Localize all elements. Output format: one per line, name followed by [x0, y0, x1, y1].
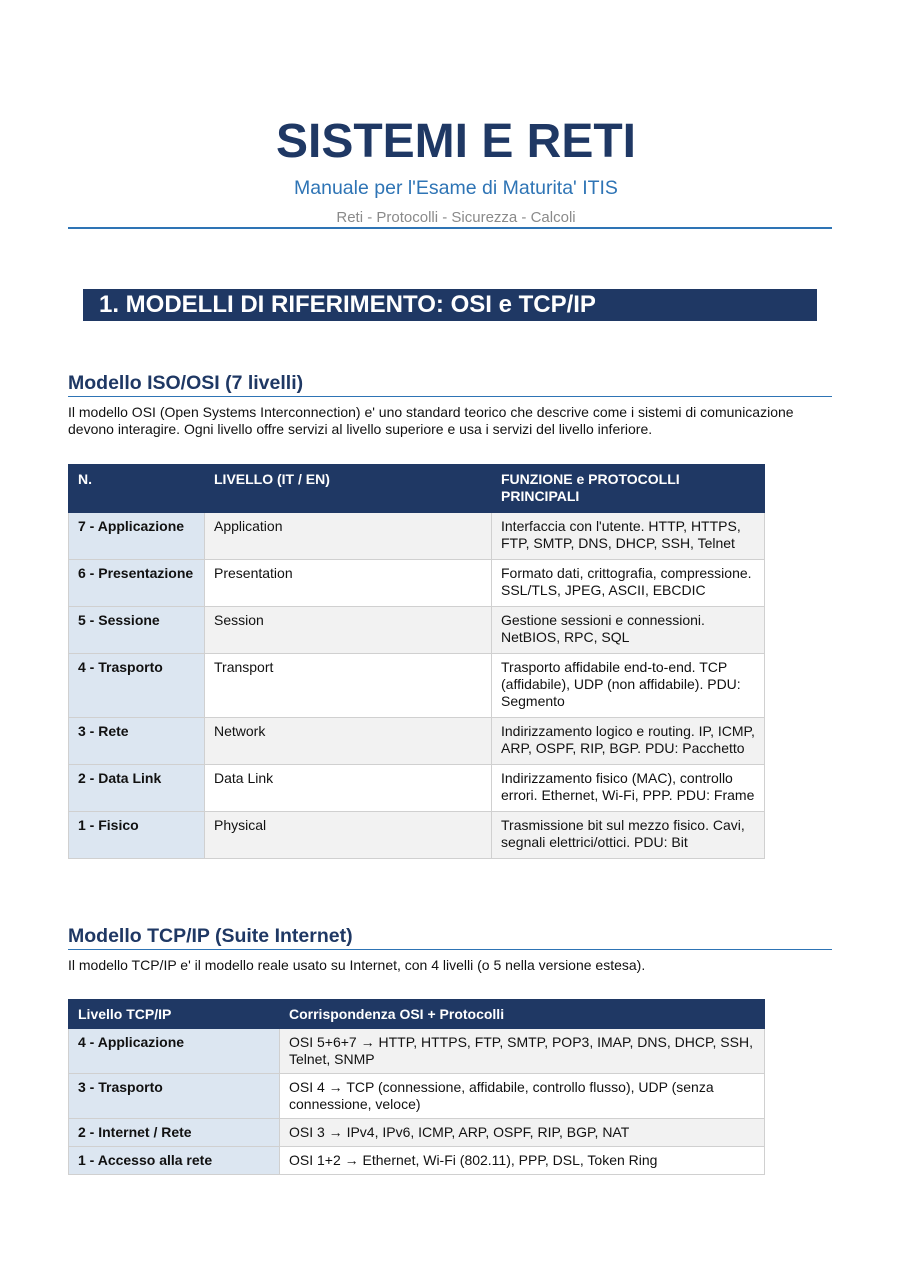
layer-number: 6 - Presentazione — [69, 560, 205, 607]
table-row — [69, 654, 765, 718]
layer-number: 2 - Internet / Rete — [69, 1119, 280, 1147]
table-row — [69, 1029, 765, 1074]
table-row — [69, 560, 765, 607]
layer-protocols: OSI 5+6+7 → HTTP, HTTPS, FTP, SMTP, POP3, IMAP, DNS, DHCP, SSH, Telnet, SNMP — [280, 1029, 765, 1074]
table-row — [69, 513, 765, 560]
tcpip-intro: Il modello TCP/IP e' il modello reale usato su Internet, con 4 livelli (o 5 nella versione estesa). — [68, 957, 646, 973]
layer-function: Indirizzamento fisico (MAC), controllo errori. Ethernet, Wi-Fi, PPP. PDU: Frame — [492, 765, 765, 812]
layer-name: Physical — [205, 812, 492, 859]
layer-function: Indirizzamento logico e routing. IP, ICMP, ARP, OSPF, RIP, BGP. PDU: Pacchetto — [492, 718, 765, 765]
layer-number: 4 - Trasporto — [69, 654, 205, 718]
table-row — [69, 1147, 765, 1175]
document-subtitle: Manuale per l'Esame di Maturita' ITIS — [294, 177, 618, 199]
layer-number: 4 - Applicazione — [69, 1029, 280, 1074]
tcpip-heading: Modello TCP/IP (Suite Internet) — [68, 924, 832, 950]
layer-name: Presentation — [205, 560, 492, 607]
table-row — [69, 812, 765, 859]
layer-name: Application — [205, 513, 492, 560]
layer-protocols: OSI 3 → IPv4, IPv6, ICMP, ARP, OSPF, RIP, BGP, NAT — [280, 1119, 765, 1147]
osi-heading: Modello ISO/OSI (7 livelli) — [68, 371, 832, 397]
layer-name: Session — [205, 607, 492, 654]
document-tagline: Reti - Protocolli - Sicurezza - Calcoli — [336, 209, 576, 226]
layer-function: Gestione sessioni e connessioni. NetBIOS, RPC, SQL — [492, 607, 765, 654]
document-title: SISTEMI E RETI — [275, 115, 637, 168]
table-row — [69, 718, 765, 765]
table-header-row — [69, 465, 765, 513]
title-divider — [68, 227, 832, 229]
table-row — [69, 607, 765, 654]
layer-number: 5 - Sessione — [69, 607, 205, 654]
layer-name: Data Link — [205, 765, 492, 812]
layer-function: Formato dati, crittografia, compressione. SSL/TLS, JPEG, ASCII, EBCDIC — [492, 560, 765, 607]
column-header: LIVELLO (IT / EN) — [205, 465, 492, 513]
section-heading: 1. MODELLI DI RIFERIMENTO: OSI e TCP/IP — [83, 289, 817, 321]
layer-number: 1 - Accesso alla rete — [69, 1147, 280, 1175]
layer-number: 1 - Fisico — [69, 812, 205, 859]
table-row — [69, 1074, 765, 1119]
osi-table — [68, 464, 765, 859]
osi-intro: Il modello OSI (Open Systems Interconnection) e' uno standard teorico che descrive come i sistemi di comunicazione devono interagire. Ogni livello offre servizi al livello superiore e usa i servizi del livello inferiore. — [68, 404, 794, 437]
table-row — [69, 765, 765, 812]
tcpip-table — [68, 999, 765, 1175]
layer-number: 2 - Data Link — [69, 765, 205, 812]
layer-protocols: OSI 4 → TCP (connessione, affidabile, controllo flusso), UDP (senza connessione, veloce) — [280, 1074, 765, 1119]
layer-function: Trasporto affidabile end-to-end. TCP (affidabile), UDP (non affidabile). PDU: Segmento — [492, 654, 765, 718]
layer-protocols: OSI 1+2 → Ethernet, Wi-Fi (802.11), PPP, DSL, Token Ring — [280, 1147, 765, 1175]
layer-number: 7 - Applicazione — [69, 513, 205, 560]
layer-number: 3 - Rete — [69, 718, 205, 765]
layer-name: Network — [205, 718, 492, 765]
layer-name: Transport — [205, 654, 492, 718]
column-header: N. — [69, 465, 205, 513]
table-header-row — [69, 1000, 765, 1029]
column-header: Livello TCP/IP — [69, 1000, 280, 1029]
column-header: FUNZIONE e PROTOCOLLI PRINCIPALI — [492, 465, 765, 513]
layer-function: Interfaccia con l'utente. HTTP, HTTPS, FTP, SMTP, DNS, DHCP, SSH, Telnet — [492, 513, 765, 560]
layer-function: Trasmissione bit sul mezzo fisico. Cavi, segnali elettrici/ottici. PDU: Bit — [492, 812, 765, 859]
table-row — [69, 1119, 765, 1147]
layer-number: 3 - Trasporto — [69, 1074, 280, 1119]
column-header: Corrispondenza OSI + Protocolli — [280, 1000, 765, 1029]
